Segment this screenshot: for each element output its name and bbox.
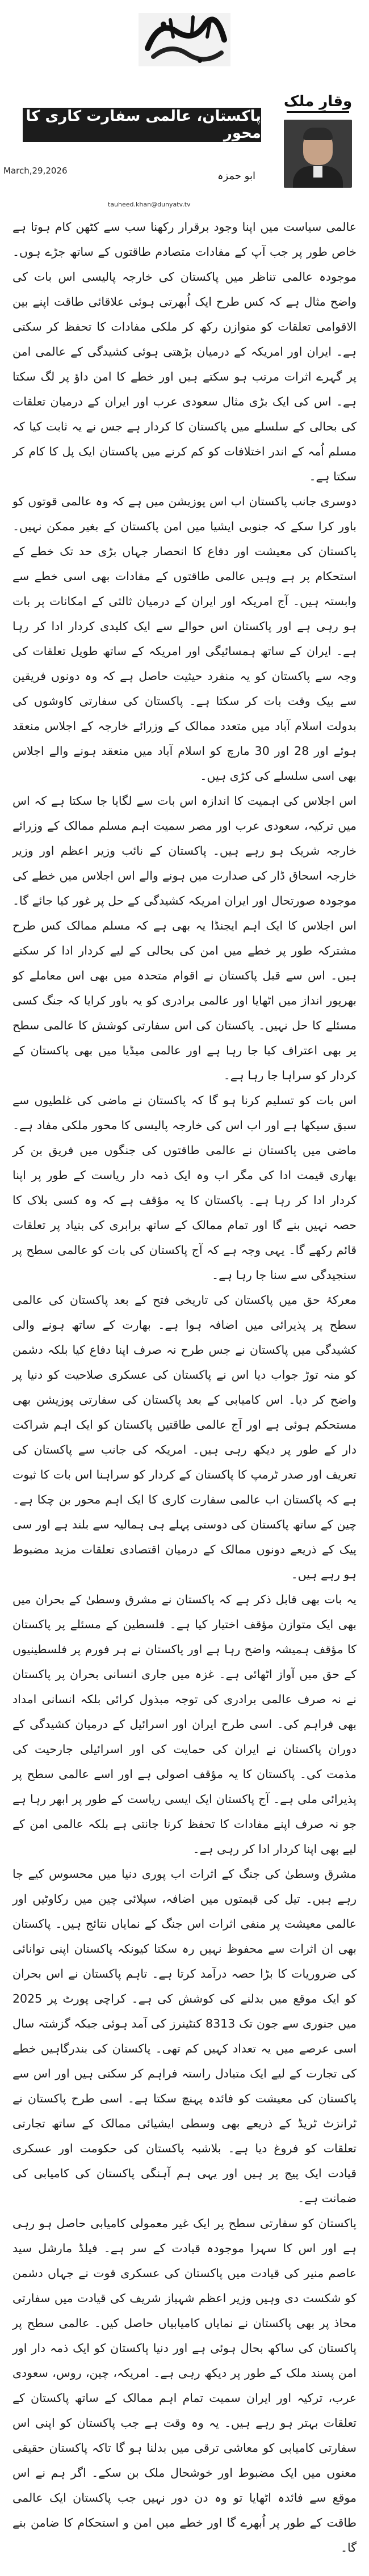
article-paragraph: مشرق وسطیٰ کی جنگ کے اثرات اب پوری دنیا میں محسوس کیے جا رہے ہیں۔ تیل کی قیمتوں میں اضافہ، سپلائی چین میں رکاوٹیں اور عالمی معیشت پر منفی اثرات اس جنگ کے نمایاں نتائج ہیں۔ پاکستان بھی ان اثرات سے محفوظ نہیں رہ سکتا کیونکہ پاکستان اپنی توانائی کی ضروریات کا بڑا حصہ درآمد کرتا ہے۔ تاہم پاکستان نے اس بحران کو ایک موقع میں بدلنے کی کوشش کی ہے۔ کراچی پورٹ پر 2025 میں جنوری سے جون تک 8313 کنٹینرز کی آمد ہوئی جبکہ گزشتہ سال اسی عرصے میں یہ تعداد کہیں کم تھی۔ پاکستان کی بندرگاہیں خطے کی تجارت کے لیے ایک متبادل راستہ فراہم کر سکتی ہیں اور اس سے پاکستان کی معیشت کو فائدہ پہنچ سکتا ہے۔ اسی طرح پاکستان نے ٹرانزٹ ٹریڈ کے ذریعے بھی وسطی ایشیائی ممالک کے ساتھ تجارتی تعلقات کو فروغ دیا ہے۔ بلاشبہ پاکستان کی حکومت اور عسکری قیادت ایک پیج پر ہیں اور یہی ہم آہنگی پاکستان کی کامیابی کی ضمانت ہے۔	[12, 1867, 357, 2205]
article-paragraph: یہ بات بھی قابل ذکر ہے کہ پاکستان نے مشرق وسطیٰ کے بحران میں بھی ایک متوازن مؤقف اختیار کیا ہے۔ فلسطین کے مسئلے پر پاکستان کا مؤقف ہمیشہ واضح رہا ہے اور پاکستان نے ہر فورم پر فلسطینیوں کے حق میں آواز اٹھائی ہے۔ غزہ میں جاری انسانی بحران پر پاکستان نے نہ صرف عالمی برادری کی توجہ مبذول کرائی بلکہ انسانی امداد بھی فراہم کی۔ اسی طرح ایران اور اسرائیل کے درمیان کشیدگی کے دوران پاکستان نے ایران کی حمایت کی اور اسرائیلی جارحیت کی مذمت کی۔ پاکستان کا یہ مؤقف اصولی ہے اور اسے عالمی سطح پر پذیرائی ملی ہے۔ آج پاکستان ایک ایسی ریاست کے طور پر ابھر رہا ہے جو نہ صرف اپنے مفادات کا تحفظ کرنا جانتی ہے بلکہ عالمی امن کے لیے بھی اپنا کردار ادا کر رہی ہے۔	[12, 1593, 357, 1856]
newspaper-logo	[129, 5, 240, 75]
author-name: ابو حمزہ	[217, 170, 255, 182]
article-paragraph: اس اجلاس کی اہمیت کا اندازہ اس بات سے لگایا جا سکتا ہے کہ اس میں ترکیہ، سعودی عرب اور مصر سمیت اہم مسلم ممالک کے وزرائے خارجہ شریک ہو رہے ہیں۔ پاکستان کے نائب وزیر اعظم اور وزیر خارجہ اسحاق ڈار کی صدارت میں ہونے والے اس اجلاس میں خطے کی موجودہ صورتحال اور ایران امریکہ کشیدگی کے حل پر غور کیا جائے گا۔ اس اجلاس کا ایک اہم ایجنڈا یہ بھی ہے کہ مسلم ممالک کس طرح مشترکہ طور پر خطے میں امن کی بحالی کے لیے کردار ادا کر سکتے ہیں۔ اس سے قبل پاکستان نے اقوام متحدہ میں بھی اس معاملے کو بھرپور انداز میں اٹھایا اور عالمی برادری کو یہ باور کرایا کہ جنگ کسی مسئلے کا حل نہیں۔ پاکستان کی اس سفارتی کوشش کا عالمی سطح پر بھی اعتراف کیا جا رہا ہے اور عالمی میڈیا میں بھی پاکستان کے کردار کو سراہا جا رہا ہے۔	[12, 794, 357, 1082]
dunya-newspaper-logo-icon	[136, 9, 233, 71]
publish-date: March,29,2026	[3, 166, 68, 176]
article-header	[0, 91, 369, 213]
author-email[interactable]: tauheed.khan@dunyatv.tv	[108, 201, 191, 208]
article-title-banner	[23, 108, 261, 142]
article-body	[12, 214, 357, 2560]
logo-artwork	[136, 9, 233, 71]
writer-label: وقارِ ملک	[283, 93, 353, 110]
author-portrait-photo	[284, 120, 352, 188]
masthead	[0, 0, 369, 91]
article-paragraph: معرکۂ حق میں پاکستان کی تاریخی فتح کے بعد پاکستان کی عالمی سطح پر پذیرائی میں اضافہ ہوا ہے۔ بھارت کے ساتھ ہونے والی کشیدگی میں پاکستان نے جس طرح نہ صرف اپنا دفاع کیا بلکہ دشمن کو منہ توڑ جواب دیا اس نے پاکستان کی عسکری صلاحیت کو دنیا پر واضح کر دیا۔ اس کامیابی کے بعد پاکستان کی سفارتی پوزیشن بھی مستحکم ہوئی ہے اور آج عالمی طاقتیں پاکستان کو ایک اہم شراکت دار کے طور پر دیکھ رہی ہیں۔ امریکہ کی جانب سے پاکستان کی تعریف اور صدر ٹرمپ کا پاکستان کے کردار کو سراہنا اس بات کا ثبوت ہے کہ پاکستان اب عالمی سفارت کاری کا ایک اہم محور بن چکا ہے۔ چین کے ساتھ پاکستان کی دوستی پہلے ہی ہمالیہ سے بلند ہے اور سی پیک کے ذریعے دونوں ممالک کے درمیان اقتصادی تعلقات مزید مضبوط ہو رہے ہیں۔	[12, 1293, 357, 1581]
article-paragraph: پاکستان کو سفارتی سطح پر ایک غیر معمولی کامیابی حاصل ہو رہی ہے اور اس کا سہرا موجودہ قیادت کے سر ہے۔ فیلڈ مارشل سید عاصم منیر کی قیادت میں پاکستان کی عسکری قوت نے جہاں دشمن کو شکست دی وہیں وزیر اعظم شہباز شریف کی قیادت میں سفارتی محاذ پر بھی پاکستان نے نمایاں کامیابیاں حاصل کیں۔ عالمی سطح پر پاکستان کی ساکھ بحال ہوئی ہے اور دنیا پاکستان کو ایک ذمہ دار اور امن پسند ملک کے طور پر دیکھ رہی ہے۔ امریکہ، چین، روس، سعودی عرب، ترکیہ اور ایران سمیت تمام اہم ممالک کے ساتھ پاکستان کے تعلقات بہتر ہو رہے ہیں۔ یہ وہ وقت ہے جب پاکستان کو اپنی اس سفارتی کامیابی کو معاشی ترقی میں بدلنا ہو گا تاکہ پاکستان حقیقی معنوں میں ایک مضبوط اور خوشحال ملک بن سکے۔ اگر ہم نے اس موقع سے فائدہ اٹھایا تو وہ دن دور نہیں جب پاکستان ایک عالمی طاقت کے طور پر اُبھرے گا اور خطے میں امن و استحکام کا ضامن بنے گا۔	[12, 2216, 357, 2554]
writer-underline	[287, 111, 349, 113]
article-paragraph: دوسری جانب پاکستان اب اس پوزیشن میں ہے کہ وہ عالمی قوتوں کو باور کرا سکے کہ جنوبی ایشیا میں امن پاکستان کے بغیر ممکن نہیں۔ پاکستان کی معیشت اور دفاع کا انحصار جہاں بڑی حد تک خطے کے استحکام پر ہے وہیں عالمی طاقتوں کے مفادات بھی اسی خطے سے وابستہ ہیں۔ آج امریکہ اور ایران کے درمیان ثالثی کے امکانات پر بات ہو رہی ہے اور پاکستان اس حوالے سے ایک کلیدی کردار ادا کر رہا ہے۔ ایران کے ساتھ ہمسائیگی اور امریکہ کے ساتھ طویل تعلقات کی وجہ سے پاکستان کو یہ منفرد حیثیت حاصل ہے کہ وہ دونوں فریقین سے بیک وقت بات کر سکتا ہے۔ پاکستان کی سفارتی کاوشوں کی بدولت اسلام آباد میں متعدد ممالک کے وزرائے خارجہ کے اجلاس منعقد ہوئے اور 28 اور 30 مارچ کو اسلام آباد میں منعقد ہونے والے اجلاس بھی اسی سلسلے کی کڑی ہیں۔	[12, 495, 357, 783]
article-paragraph: اس بات کو تسلیم کرنا ہو گا کہ پاکستان نے ماضی کی غلطیوں سے سبق سیکھا ہے اور اب اس کی خارجہ پالیسی کا محور ملکی مفاد ہے۔ ماضی میں پاکستان نے عالمی طاقتوں کی جنگوں میں فریق بن کر بھاری قیمت ادا کی مگر اب وہ ایک ذمہ دار ریاست کے طور پر اپنا کردار ادا کر رہا ہے۔ پاکستان کا یہ مؤقف ہے کہ وہ کسی بلاک کا حصہ نہیں بنے گا اور تمام ممالک کے ساتھ برابری کی بنیاد پر تعلقات قائم رکھے گا۔ یہی وجہ ہے کہ آج پاکستان کی بات کو عالمی سطح پر سنجیدگی سے سنا جا رہا ہے۔	[12, 1093, 357, 1282]
article-paragraph: عالمی سیاست میں اپنا وجود برقرار رکھنا سب سے کٹھن کام ہوتا ہے خاص طور پر جب آپ کے مفادات متصادم طاقتوں کے ساتھ جڑے ہوں۔ موجودہ عالمی تناظر میں پاکستان کی خارجہ پالیسی اس بات کی واضح مثال ہے کہ کس طرح ایک اُبھرتی ہوئی علاقائی طاقت اپنے بین الاقوامی تعلقات کو متوازن رکھ کر ملکی مفادات کا تحفظ کر سکتی ہے۔ ایران اور امریکہ کے درمیان بڑھتی ہوئی کشیدگی کے عالمی امن پر گہرے اثرات مرتب ہو سکتے ہیں اور خطے کا امن داؤ پر لگ سکتا ہے۔ اس کی ایک بڑی مثال سعودی عرب اور ایران کے درمیان تعلقات کی بحالی کے سلسلے میں پاکستان کا کردار ہے جس نے یہ ثابت کیا کہ مسلم اُمہ کے اندر اختلافات کو کم کرنے میں پاکستان ایک پل کا کام کر سکتا ہے۔	[12, 220, 357, 483]
article-title: پاکستان، عالمی سفارت کاری کا محور	[26, 108, 261, 142]
author-column	[272, 91, 363, 204]
